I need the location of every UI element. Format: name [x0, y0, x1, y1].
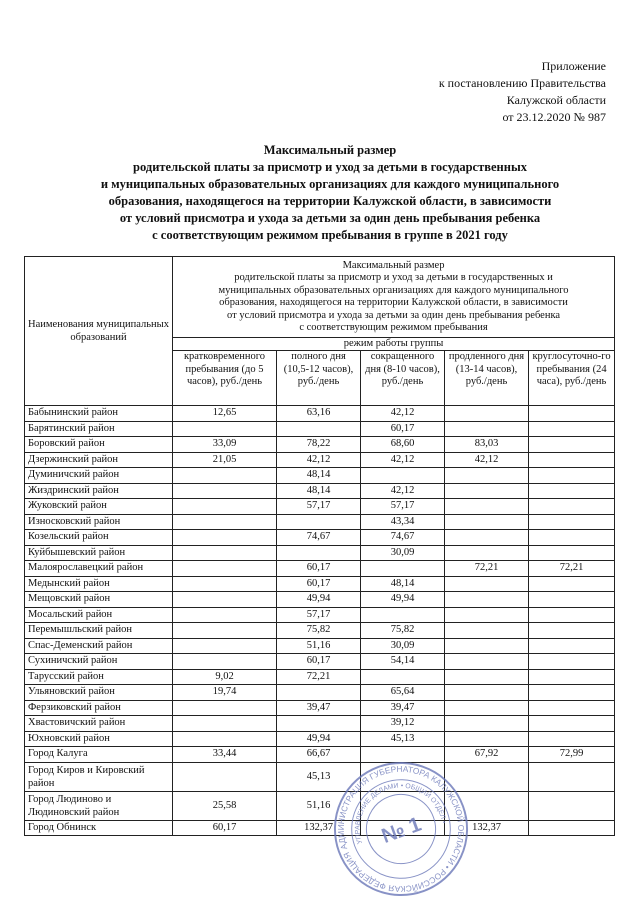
full-day-fee: 45,13	[277, 762, 361, 791]
table-row	[25, 437, 615, 453]
appendix-title: Приложение	[541, 59, 606, 73]
full-day-fee: 42,12	[277, 452, 361, 468]
round-the-clock-fee	[529, 592, 615, 608]
municipality-name: Жуковский район	[25, 499, 173, 515]
municipality-name: Тарусский район	[25, 669, 173, 685]
full-day-fee: 66,67	[277, 747, 361, 763]
short-stay-fee	[173, 592, 277, 608]
full-day-fee: 132,37	[277, 820, 361, 836]
extended-day-fee	[445, 406, 529, 422]
header-line: муниципальных образовательных организациях для каждого муниципального	[218, 284, 569, 296]
reduced-day-fee: 74,67	[361, 530, 445, 546]
round-the-clock-fee	[529, 731, 615, 747]
round-the-clock-fee	[529, 623, 615, 639]
municipality-name: Куйбышевский район	[25, 545, 173, 561]
municipality-name: Ульяновский район	[25, 685, 173, 701]
short-stay-fee	[173, 421, 277, 437]
municipality-name: Хвастовичский район	[25, 716, 173, 732]
extended-day-fee	[445, 545, 529, 561]
regime-header: режим работы группы	[173, 338, 615, 351]
extended-day-fee: 67,92	[445, 747, 529, 763]
round-the-clock-fee	[529, 716, 615, 732]
table-row	[25, 638, 615, 654]
reduced-day-fee: 65,64	[361, 685, 445, 701]
full-day-fee	[277, 514, 361, 530]
title-line: с соответствующим режимом пребывания в группе в 2021 году	[152, 228, 508, 242]
short-stay-column-header: кратковременного пребывания (до 5 часов), руб./день	[173, 351, 277, 406]
table-row	[25, 499, 615, 515]
reduced-day-fee: 48,14	[361, 576, 445, 592]
extended-day-fee	[445, 468, 529, 484]
full-day-fee: 48,14	[277, 468, 361, 484]
extended-day-fee	[445, 700, 529, 716]
extended-day-fee	[445, 716, 529, 732]
title-line: родительской платы за присмотр и уход за детьми в государственных	[133, 160, 527, 174]
municipality-name: Дзержинский район	[25, 452, 173, 468]
municipality-name: Город Людиново и Людиновский район	[25, 791, 173, 820]
municipality-name: Город Киров и Кировский район	[25, 762, 173, 791]
municipality-name: Город Калуга	[25, 747, 173, 763]
round-the-clock-fee	[529, 669, 615, 685]
extended-day-fee	[445, 421, 529, 437]
extended-day-fee	[445, 499, 529, 515]
short-stay-fee	[173, 530, 277, 546]
extended-day-fee	[445, 669, 529, 685]
table-row	[25, 623, 615, 639]
title-line: образования, находящегося на территории Калужской области, в зависимости	[108, 194, 552, 208]
extended-day-fee	[445, 685, 529, 701]
title-line: от условий присмотра и ухода за детьми за один день пребывания ребенка	[119, 211, 541, 225]
municipality-name: Сухиничский район	[25, 654, 173, 670]
municipality-name: Козельский район	[25, 530, 173, 546]
extended-day-fee	[445, 638, 529, 654]
reduced-day-fee: 75,82	[361, 623, 445, 639]
extended-day-fee	[445, 514, 529, 530]
full-day-fee: 57,17	[277, 499, 361, 515]
extended-day-fee	[445, 654, 529, 670]
title-line: Максимальный размер	[263, 143, 397, 157]
extended-day-fee: 72,21	[445, 561, 529, 577]
full-day-fee: 75,82	[277, 623, 361, 639]
table-body	[25, 406, 615, 836]
reduced-day-fee	[361, 669, 445, 685]
header-line: с соответствующим режимом пребывания	[299, 322, 488, 333]
municipality-name: Думиничский район	[25, 468, 173, 484]
full-day-fee: 60,17	[277, 561, 361, 577]
appendix-date-number: от 23.12.2020 № 987	[502, 110, 606, 124]
municipality-name: Перемышльский район	[25, 623, 173, 639]
short-stay-fee	[173, 654, 277, 670]
reduced-day-column-header: сокращенного дня (8-10 часов), руб./день	[361, 351, 445, 406]
extended-day-fee	[445, 592, 529, 608]
reduced-day-fee: 54,14	[361, 654, 445, 670]
municipality-name: Юхновский район	[25, 731, 173, 747]
table-row	[25, 483, 615, 499]
short-stay-fee	[173, 514, 277, 530]
full-day-fee: 60,17	[277, 654, 361, 670]
reduced-day-fee: 42,12	[361, 406, 445, 422]
short-stay-fee: 21,05	[173, 452, 277, 468]
round-the-clock-fee	[529, 452, 615, 468]
document-title	[60, 142, 600, 244]
full-day-fee: 63,16	[277, 406, 361, 422]
table-row	[25, 607, 615, 623]
title-line: и муниципальных образовательных организациях для каждого муниципального	[100, 177, 560, 191]
round-the-clock-fee	[529, 468, 615, 484]
stamp-number: № 1	[378, 812, 425, 849]
municipality-name: Жиздринский район	[25, 483, 173, 499]
full-day-column-header: полного дня (10,5-12 часов), руб./день	[277, 351, 361, 406]
reduced-day-fee: 49,94	[361, 592, 445, 608]
full-day-fee: 49,94	[277, 731, 361, 747]
table-row	[25, 421, 615, 437]
municipality-column-header: Наименования муниципальных образований	[25, 257, 173, 406]
round-the-clock-fee	[529, 545, 615, 561]
round-the-clock-fee	[529, 654, 615, 670]
table-row	[25, 762, 615, 791]
short-stay-fee: 33,44	[173, 747, 277, 763]
short-stay-fee: 9,02	[173, 669, 277, 685]
full-day-fee: 72,21	[277, 669, 361, 685]
table-row	[25, 731, 615, 747]
table-row	[25, 561, 615, 577]
reduced-day-fee: 39,12	[361, 716, 445, 732]
round-the-clock-fee	[529, 791, 615, 820]
table-row	[25, 592, 615, 608]
table-row	[25, 747, 615, 763]
table-row	[25, 468, 615, 484]
reduced-day-fee	[361, 468, 445, 484]
extended-day-fee	[445, 731, 529, 747]
round-the-clock-fee	[529, 820, 615, 836]
short-stay-fee	[173, 483, 277, 499]
extended-day-fee	[445, 483, 529, 499]
round-the-clock-fee	[529, 421, 615, 437]
table-row	[25, 514, 615, 530]
short-stay-fee	[173, 561, 277, 577]
header-line: образования, находящегося на территории Калужской области, в зависимости	[219, 297, 568, 308]
short-stay-fee	[173, 731, 277, 747]
reduced-day-fee: 39,47	[361, 700, 445, 716]
reduced-day-fee: 30,09	[361, 545, 445, 561]
round-the-clock-fee	[529, 530, 615, 546]
round-the-clock-fee	[529, 437, 615, 453]
round-the-clock-fee	[529, 638, 615, 654]
short-stay-fee	[173, 607, 277, 623]
full-day-fee	[277, 685, 361, 701]
reduced-day-fee: 42,12	[361, 452, 445, 468]
reduced-day-fee: 43,34	[361, 514, 445, 530]
table-row	[25, 669, 615, 685]
round-the-clock-fee: 72,21	[529, 561, 615, 577]
reduced-day-fee: 42,12	[361, 483, 445, 499]
short-stay-fee	[173, 623, 277, 639]
full-day-fee: 49,94	[277, 592, 361, 608]
round-the-clock-fee: 72,99	[529, 747, 615, 763]
reduced-day-fee: 57,17	[361, 499, 445, 515]
full-day-fee: 48,14	[277, 483, 361, 499]
municipality-name: Малоярославецкий район	[25, 561, 173, 577]
extended-day-column-header: продленного дня (13-14 часов), руб./день	[445, 351, 529, 406]
short-stay-fee	[173, 545, 277, 561]
full-day-fee	[277, 545, 361, 561]
round-the-clock-fee	[529, 576, 615, 592]
short-stay-fee	[173, 468, 277, 484]
round-the-clock-column-header: круглосуточно-го пребывания (24 часа), руб./день	[529, 351, 615, 406]
round-the-clock-fee	[529, 514, 615, 530]
municipality-name: Медынский район	[25, 576, 173, 592]
round-the-clock-fee	[529, 607, 615, 623]
municipality-name: Боровский район	[25, 437, 173, 453]
round-the-clock-fee	[529, 762, 615, 791]
short-stay-fee	[173, 716, 277, 732]
reduced-day-fee: 45,13	[361, 731, 445, 747]
reduced-day-fee	[361, 607, 445, 623]
extended-day-fee	[445, 607, 529, 623]
municipality-name: Износковский район	[25, 514, 173, 530]
table-row	[25, 820, 615, 836]
full-day-fee: 57,17	[277, 607, 361, 623]
table-row	[25, 685, 615, 701]
municipality-name: Город Обнинск	[25, 820, 173, 836]
reduced-day-fee: 60,17	[361, 421, 445, 437]
full-day-fee: 51,16	[277, 638, 361, 654]
short-stay-fee	[173, 638, 277, 654]
municipality-name: Мещовский район	[25, 592, 173, 608]
short-stay-fee	[173, 576, 277, 592]
extended-day-fee: 132,37	[445, 820, 529, 836]
short-stay-fee: 60,17	[173, 820, 277, 836]
table-row	[25, 716, 615, 732]
table-row	[25, 576, 615, 592]
reduced-day-fee	[361, 561, 445, 577]
stamp-inner-text: УПРАВЛЕНИЕ ДЕЛАМИ • ОБЩИЙ ОТДЕЛ •	[354, 782, 448, 845]
municipality-name: Ферзиковский район	[25, 700, 173, 716]
short-stay-fee: 19,74	[173, 685, 277, 701]
full-day-fee	[277, 421, 361, 437]
header-line: родительской платы за присмотр и уход за детьми в государственных и	[234, 272, 553, 283]
full-day-fee: 74,67	[277, 530, 361, 546]
table-row	[25, 700, 615, 716]
stamp-ring-text: АДМИНИСТРАЦИЯ ГУБЕРНАТОРА КАЛУЖСКОЙ ОБЛАСТИ • РОССИЙСКАЯ ФЕДЕРАЦИЯ	[335, 763, 467, 895]
round-the-clock-fee	[529, 406, 615, 422]
extended-day-fee: 42,12	[445, 452, 529, 468]
round-the-clock-fee	[529, 483, 615, 499]
parental-fee-table	[24, 256, 615, 836]
header-line: Максимальный размер	[342, 259, 445, 271]
appendix-block	[439, 58, 606, 126]
table-row	[25, 791, 615, 820]
short-stay-fee: 25,58	[173, 791, 277, 820]
extended-day-fee	[445, 623, 529, 639]
table-row	[25, 545, 615, 561]
table-row	[25, 406, 615, 422]
municipality-name: Спас-Деменский район	[25, 638, 173, 654]
extended-day-fee	[445, 576, 529, 592]
short-stay-fee	[173, 499, 277, 515]
round-the-clock-fee	[529, 700, 615, 716]
short-stay-fee: 12,65	[173, 406, 277, 422]
table-row	[25, 530, 615, 546]
extended-day-fee: 83,03	[445, 437, 529, 453]
header-line: от условий присмотра и ухода за детьми за один день пребывания ребенка	[227, 309, 561, 321]
full-day-fee: 60,17	[277, 576, 361, 592]
round-the-clock-fee	[529, 499, 615, 515]
extended-day-fee	[445, 530, 529, 546]
short-stay-fee	[173, 700, 277, 716]
reduced-day-fee: 30,09	[361, 638, 445, 654]
max-fee-header	[173, 257, 615, 338]
reduced-day-fee: 68,60	[361, 437, 445, 453]
full-day-fee	[277, 716, 361, 732]
full-day-fee: 78,22	[277, 437, 361, 453]
appendix-region: Калужской области	[506, 93, 606, 107]
municipality-name: Бабынинский район	[25, 406, 173, 422]
table-row	[25, 452, 615, 468]
official-stamp	[332, 760, 470, 898]
appendix-decree: к постановлению Правительства	[438, 76, 606, 90]
municipality-name: Мосальский район	[25, 607, 173, 623]
short-stay-fee	[173, 762, 277, 791]
short-stay-fee: 33,09	[173, 437, 277, 453]
table-row	[25, 654, 615, 670]
municipality-name: Барятинский район	[25, 421, 173, 437]
full-day-fee: 39,47	[277, 700, 361, 716]
full-day-fee: 51,16	[277, 791, 361, 820]
round-the-clock-fee	[529, 685, 615, 701]
